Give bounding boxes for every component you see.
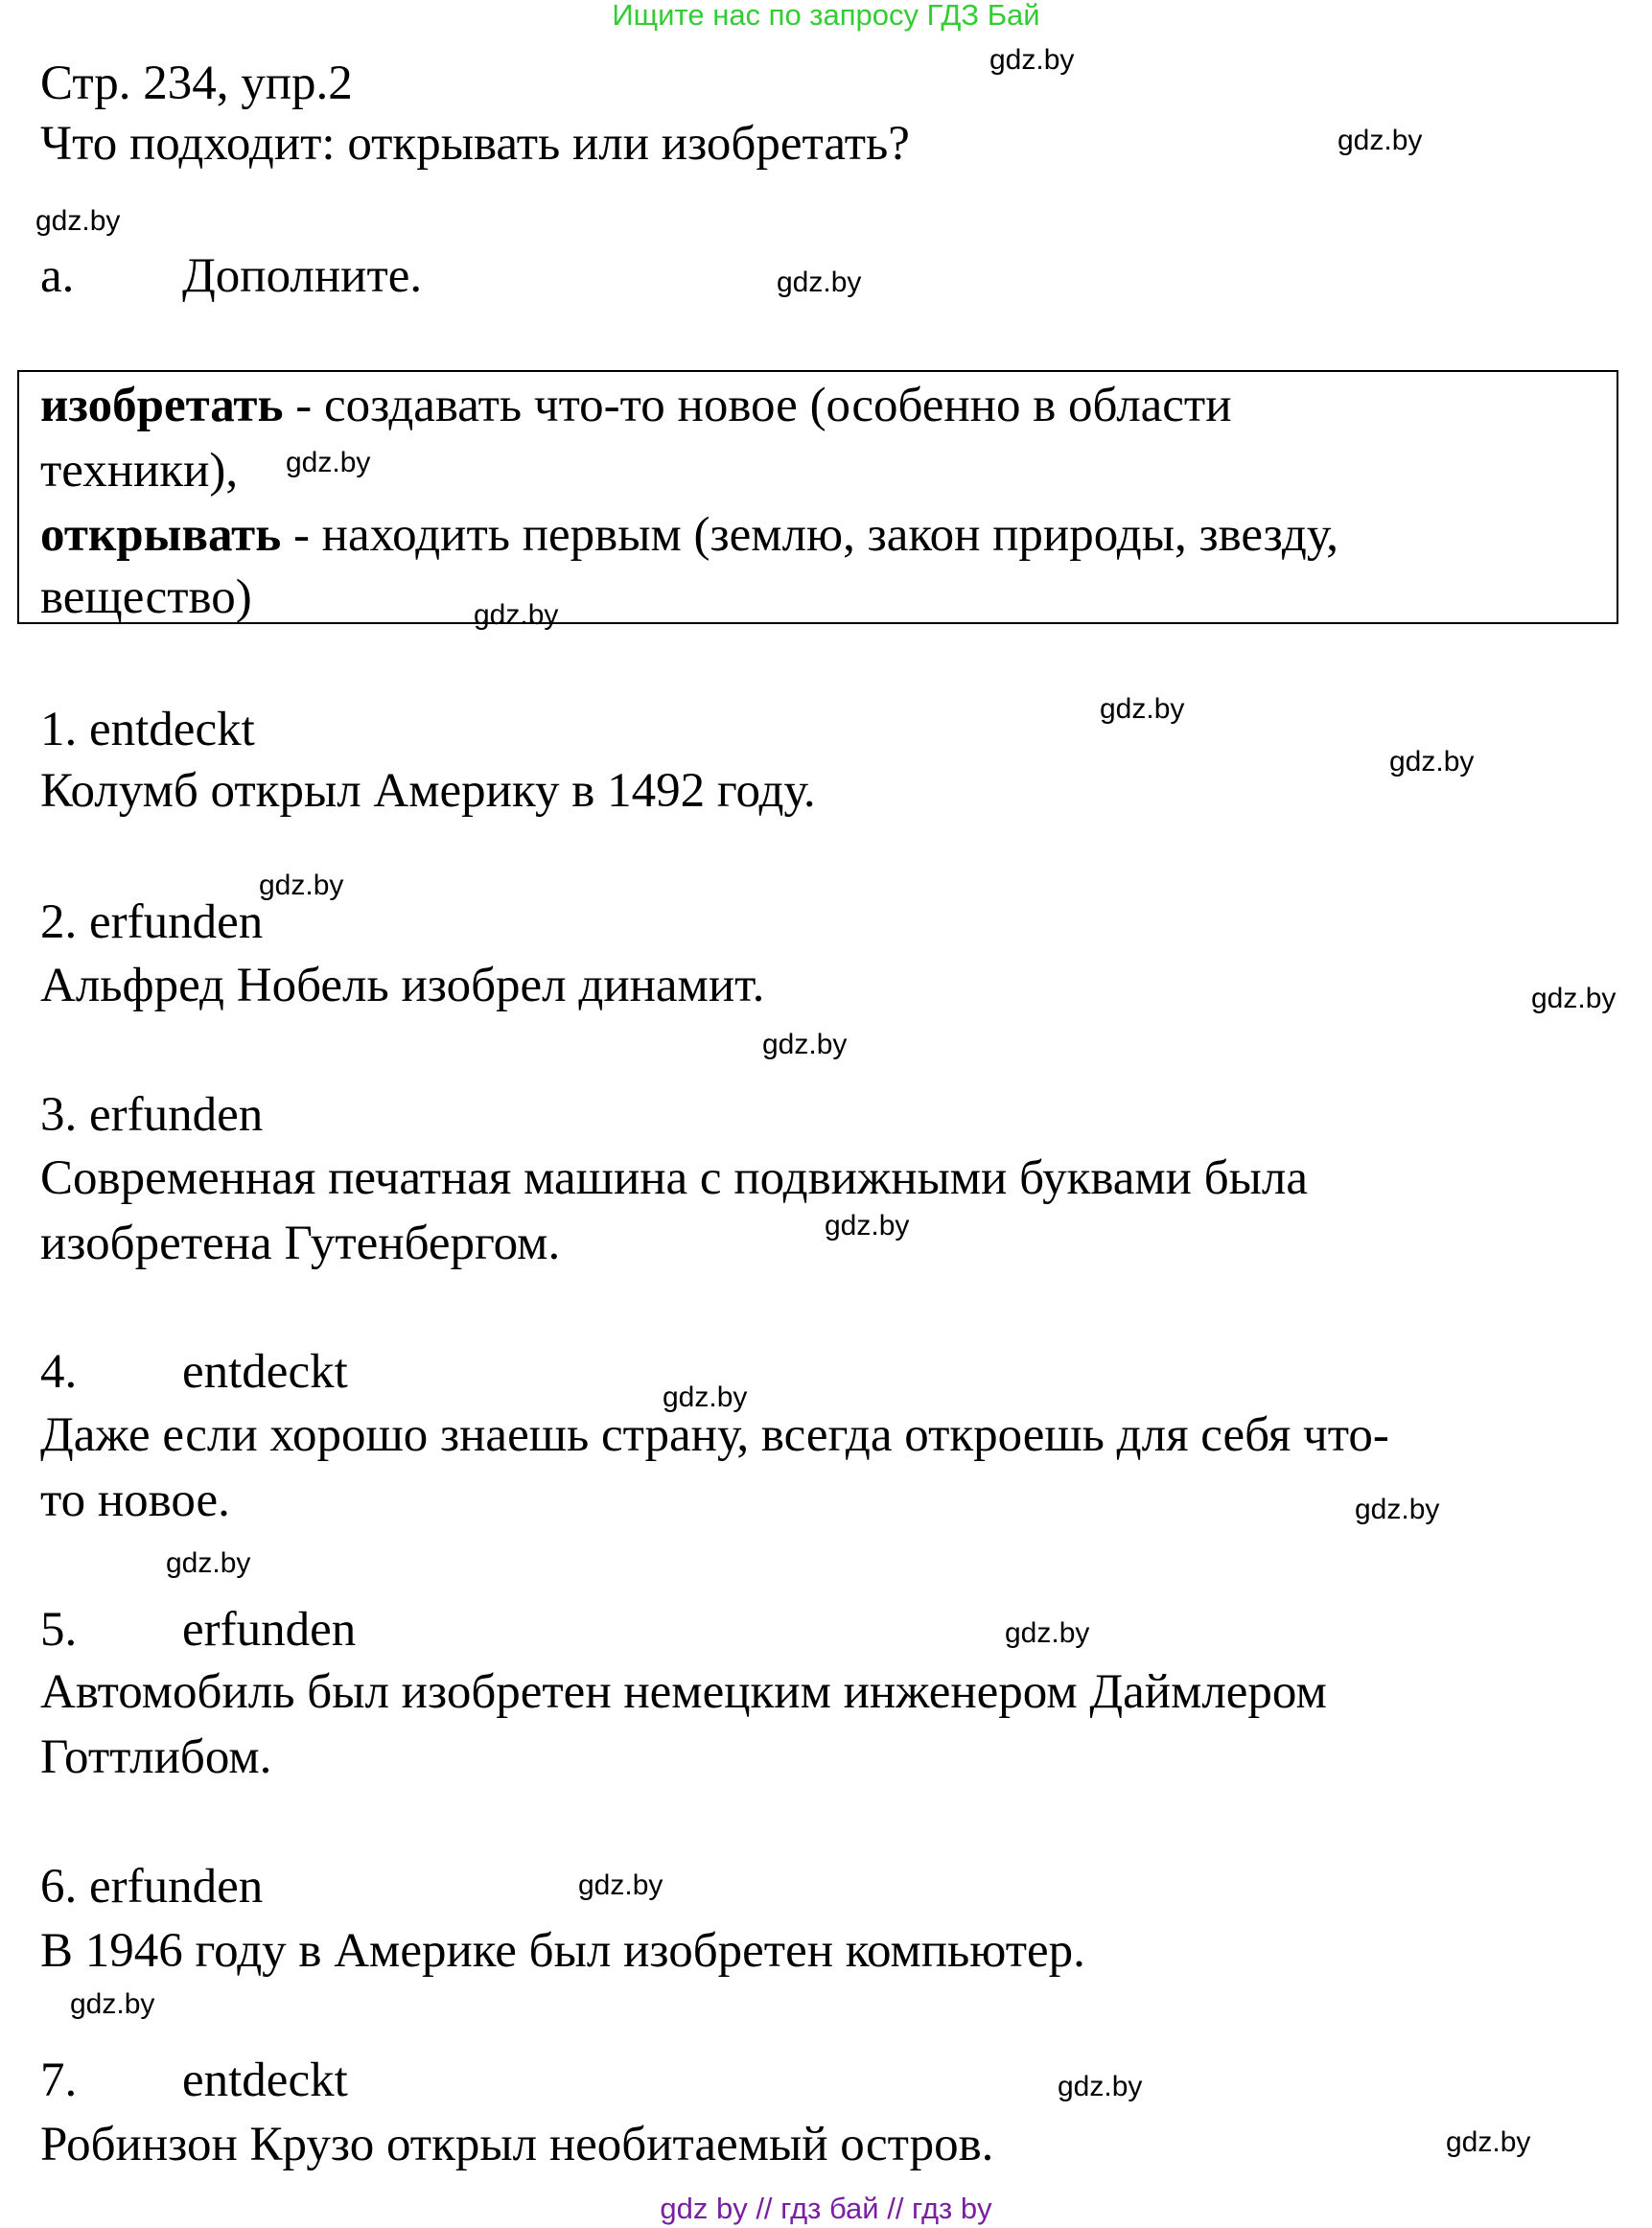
definition-2-line-2: вещество) bbox=[40, 570, 252, 624]
answer-5-number: 5. bbox=[40, 1603, 78, 1657]
watermark: gdz.by bbox=[1446, 2126, 1531, 2158]
watermark: gdz.by bbox=[1100, 693, 1185, 725]
answer-4-sentence-line-2: то новое. bbox=[40, 1474, 230, 1527]
watermark: gdz.by bbox=[825, 1210, 910, 1242]
term-discover: открывать bbox=[40, 508, 282, 562]
answer-3-header bbox=[40, 1088, 264, 1142]
watermark: gdz.by bbox=[286, 447, 371, 478]
answer-6-header bbox=[40, 1860, 264, 1914]
definition-discover: - находить первым (землю, закон природы, звезду, bbox=[281, 508, 1338, 562]
watermark: gdz.by bbox=[989, 44, 1075, 76]
watermark: gdz.by bbox=[70, 1988, 155, 2020]
definition-1-line-1 bbox=[40, 379, 1232, 432]
watermark: gdz.by bbox=[1355, 1494, 1440, 1525]
watermark: gdz.by bbox=[1531, 983, 1617, 1014]
task-text: Дополните. bbox=[182, 249, 423, 303]
answer-3-sentence-line-1: Современная печатная машина с подвижными буквами была bbox=[40, 1151, 1309, 1205]
question: Что подходит: открывать или изобретать? bbox=[40, 117, 910, 171]
answer-7-sentence: Робинзон Крузо открыл необитаемый остров. bbox=[40, 2118, 994, 2171]
bottom-banner: gdz by // гдз бай // гдз by bbox=[660, 2192, 992, 2225]
watermark: gdz.by bbox=[1338, 125, 1423, 156]
page-reference: Стр. 234, упр.2 bbox=[40, 57, 353, 110]
answer-word: erfunden bbox=[89, 895, 264, 949]
answer-number: 3. bbox=[40, 1088, 78, 1142]
watermark: gdz.by bbox=[35, 205, 121, 237]
watermark: gdz.by bbox=[474, 599, 559, 631]
answer-4-word: entdeckt bbox=[182, 1345, 348, 1399]
definition-invent: - создавать что-то новое (особенно в области bbox=[283, 379, 1232, 432]
watermark: gdz.by bbox=[1058, 2071, 1143, 2102]
answer-3-sentence-line-2: изобретена Гутенбергом. bbox=[40, 1217, 561, 1270]
answer-word: entdeckt bbox=[89, 703, 255, 756]
definition-2-line-1 bbox=[40, 508, 1338, 562]
watermark: gdz.by bbox=[1389, 746, 1475, 777]
answer-1-header bbox=[40, 703, 255, 756]
task-letter: а. bbox=[40, 249, 75, 303]
answer-2-header bbox=[40, 895, 264, 949]
watermark: gdz.by bbox=[663, 1381, 748, 1413]
answer-number: 1. bbox=[40, 703, 78, 756]
answer-7-number: 7. bbox=[40, 2054, 78, 2107]
watermark: gdz.by bbox=[762, 1029, 848, 1060]
watermark: gdz.by bbox=[777, 267, 862, 298]
watermark: gdz.by bbox=[166, 1547, 251, 1579]
watermark: gdz.by bbox=[1005, 1617, 1090, 1649]
answer-5-sentence-line-1: Автомобиль был изобретен немецким инженером Даймлером bbox=[40, 1665, 1327, 1719]
answer-5-word: erfunden bbox=[182, 1603, 357, 1657]
answer-6-sentence: В 1946 году в Америке был изобретен компьютер. bbox=[40, 1924, 1085, 1978]
term-invent: изобретать bbox=[40, 379, 284, 432]
answer-5-sentence-line-2: Готтлибом. bbox=[40, 1730, 272, 1784]
answer-4-sentence-line-1: Даже если хорошо знаешь страну, всегда откроешь для себя что- bbox=[40, 1408, 1389, 1462]
answer-word: erfunden bbox=[89, 1860, 264, 1914]
answer-7-word: entdeckt bbox=[182, 2054, 348, 2107]
top-banner: Ищите нас по запросу ГДЗ Бай bbox=[612, 0, 1040, 32]
watermark: gdz.by bbox=[578, 1869, 663, 1901]
answer-number: 2. bbox=[40, 895, 78, 949]
definition-1-line-2: техники), bbox=[40, 444, 239, 498]
watermark: gdz.by bbox=[259, 870, 344, 901]
answer-4-number: 4. bbox=[40, 1345, 78, 1399]
answer-word: erfunden bbox=[89, 1088, 264, 1142]
answer-2-sentence: Альфред Нобель изобрел динамит. bbox=[40, 959, 765, 1012]
answer-number: 6. bbox=[40, 1860, 78, 1914]
answer-1-sentence: Колумб открыл Америку в 1492 году. bbox=[40, 764, 816, 818]
